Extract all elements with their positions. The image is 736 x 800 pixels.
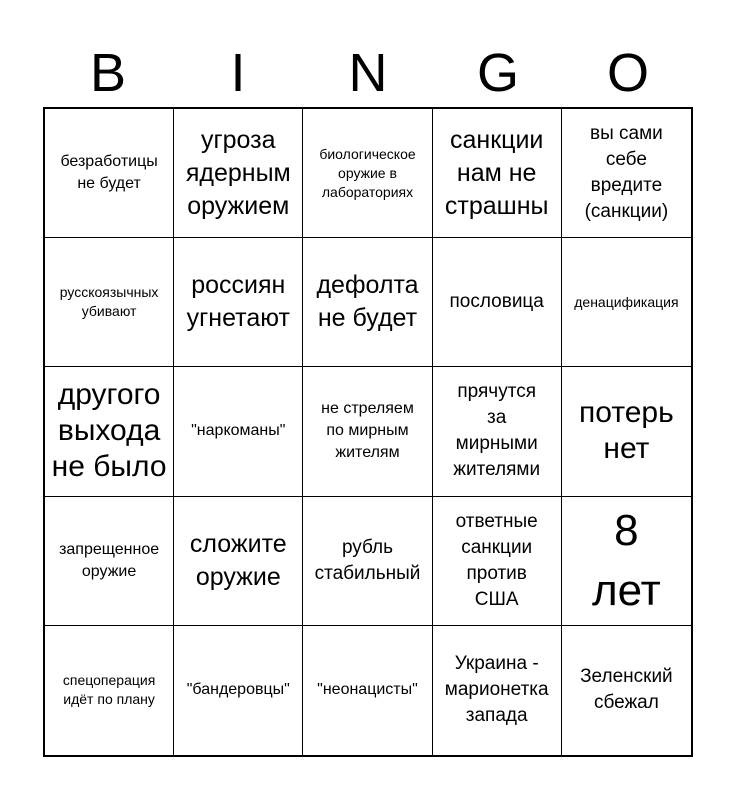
bingo-cell[interactable] — [433, 238, 562, 367]
cell-text: биологическое оружие в лабораториях — [319, 145, 416, 200]
cell-text: денацификация — [574, 293, 679, 310]
bingo-cell[interactable] — [45, 109, 174, 238]
bingo-board — [43, 107, 693, 757]
header-letter-n: N — [348, 43, 388, 103]
cell-text: прячутся за мирными жителями — [453, 381, 541, 481]
header-letter-b: B — [89, 43, 127, 103]
cell-text: "неонацисты" — [317, 681, 418, 699]
cell-text: Украина - марионетка запада — [444, 653, 549, 727]
cell-text: 8 лет — [591, 505, 661, 615]
bingo-cell[interactable] — [303, 626, 432, 755]
bingo-header — [43, 38, 693, 108]
bingo-cell[interactable] — [303, 497, 432, 626]
cell-text: запрещенное оружие — [59, 540, 160, 580]
cell-text: спецоперация идёт по плану — [62, 672, 156, 708]
cell-text: сложите оружие — [189, 529, 287, 591]
bingo-cell[interactable] — [562, 238, 691, 367]
bingo-cell[interactable] — [303, 367, 432, 496]
cell-text: русскоязычных убивают — [59, 284, 159, 320]
cell-text: не стреляем по мирным жителям — [321, 400, 414, 462]
cell-text: санкции нам не страшны — [444, 125, 549, 220]
header-letter-i: I — [230, 43, 246, 103]
cell-text: угроза ядерным оружием — [185, 125, 291, 220]
bingo-cell[interactable] — [562, 626, 691, 755]
bingo-cell[interactable] — [562, 109, 691, 238]
header-letter-o: O — [606, 43, 649, 103]
cell-text: потерь нет — [579, 396, 674, 466]
cell-text: вы сами себе вредите (санкции) — [584, 123, 669, 223]
bingo-cell[interactable] — [433, 367, 562, 496]
cell-text: рубль стабильный — [314, 536, 421, 584]
bingo-cell[interactable] — [433, 497, 562, 626]
cell-text: "бандеровцы" — [186, 681, 290, 699]
cell-text: пословица — [449, 291, 544, 313]
bingo-cell[interactable] — [174, 367, 303, 496]
bingo-cell[interactable] — [433, 626, 562, 755]
bingo-cell[interactable] — [45, 497, 174, 626]
bingo-cell[interactable] — [303, 238, 432, 367]
bingo-cell[interactable] — [174, 109, 303, 238]
cell-text: Зеленский сбежал — [580, 666, 673, 714]
cell-text: безработицы не будет — [60, 153, 158, 193]
bingo-cell[interactable] — [174, 238, 303, 367]
bingo-cell[interactable] — [45, 238, 174, 367]
bingo-cell[interactable] — [45, 626, 174, 755]
cell-text: "наркоманы" — [191, 422, 286, 440]
bingo-cell[interactable] — [562, 367, 691, 496]
bingo-cell[interactable] — [45, 367, 174, 496]
bingo-cell[interactable] — [303, 109, 432, 238]
cell-text: россиян угнетают — [186, 271, 290, 333]
bingo-cell[interactable] — [562, 497, 691, 626]
bingo-cell[interactable] — [174, 626, 303, 755]
bingo-cell[interactable] — [433, 109, 562, 238]
cell-text: ответные санкции против США — [455, 510, 538, 610]
cell-text: дефолта не будет — [316, 271, 419, 333]
header-letter-g: G — [476, 43, 519, 103]
bingo-cell[interactable] — [174, 497, 303, 626]
cell-text: другого выхода не было — [51, 378, 167, 484]
